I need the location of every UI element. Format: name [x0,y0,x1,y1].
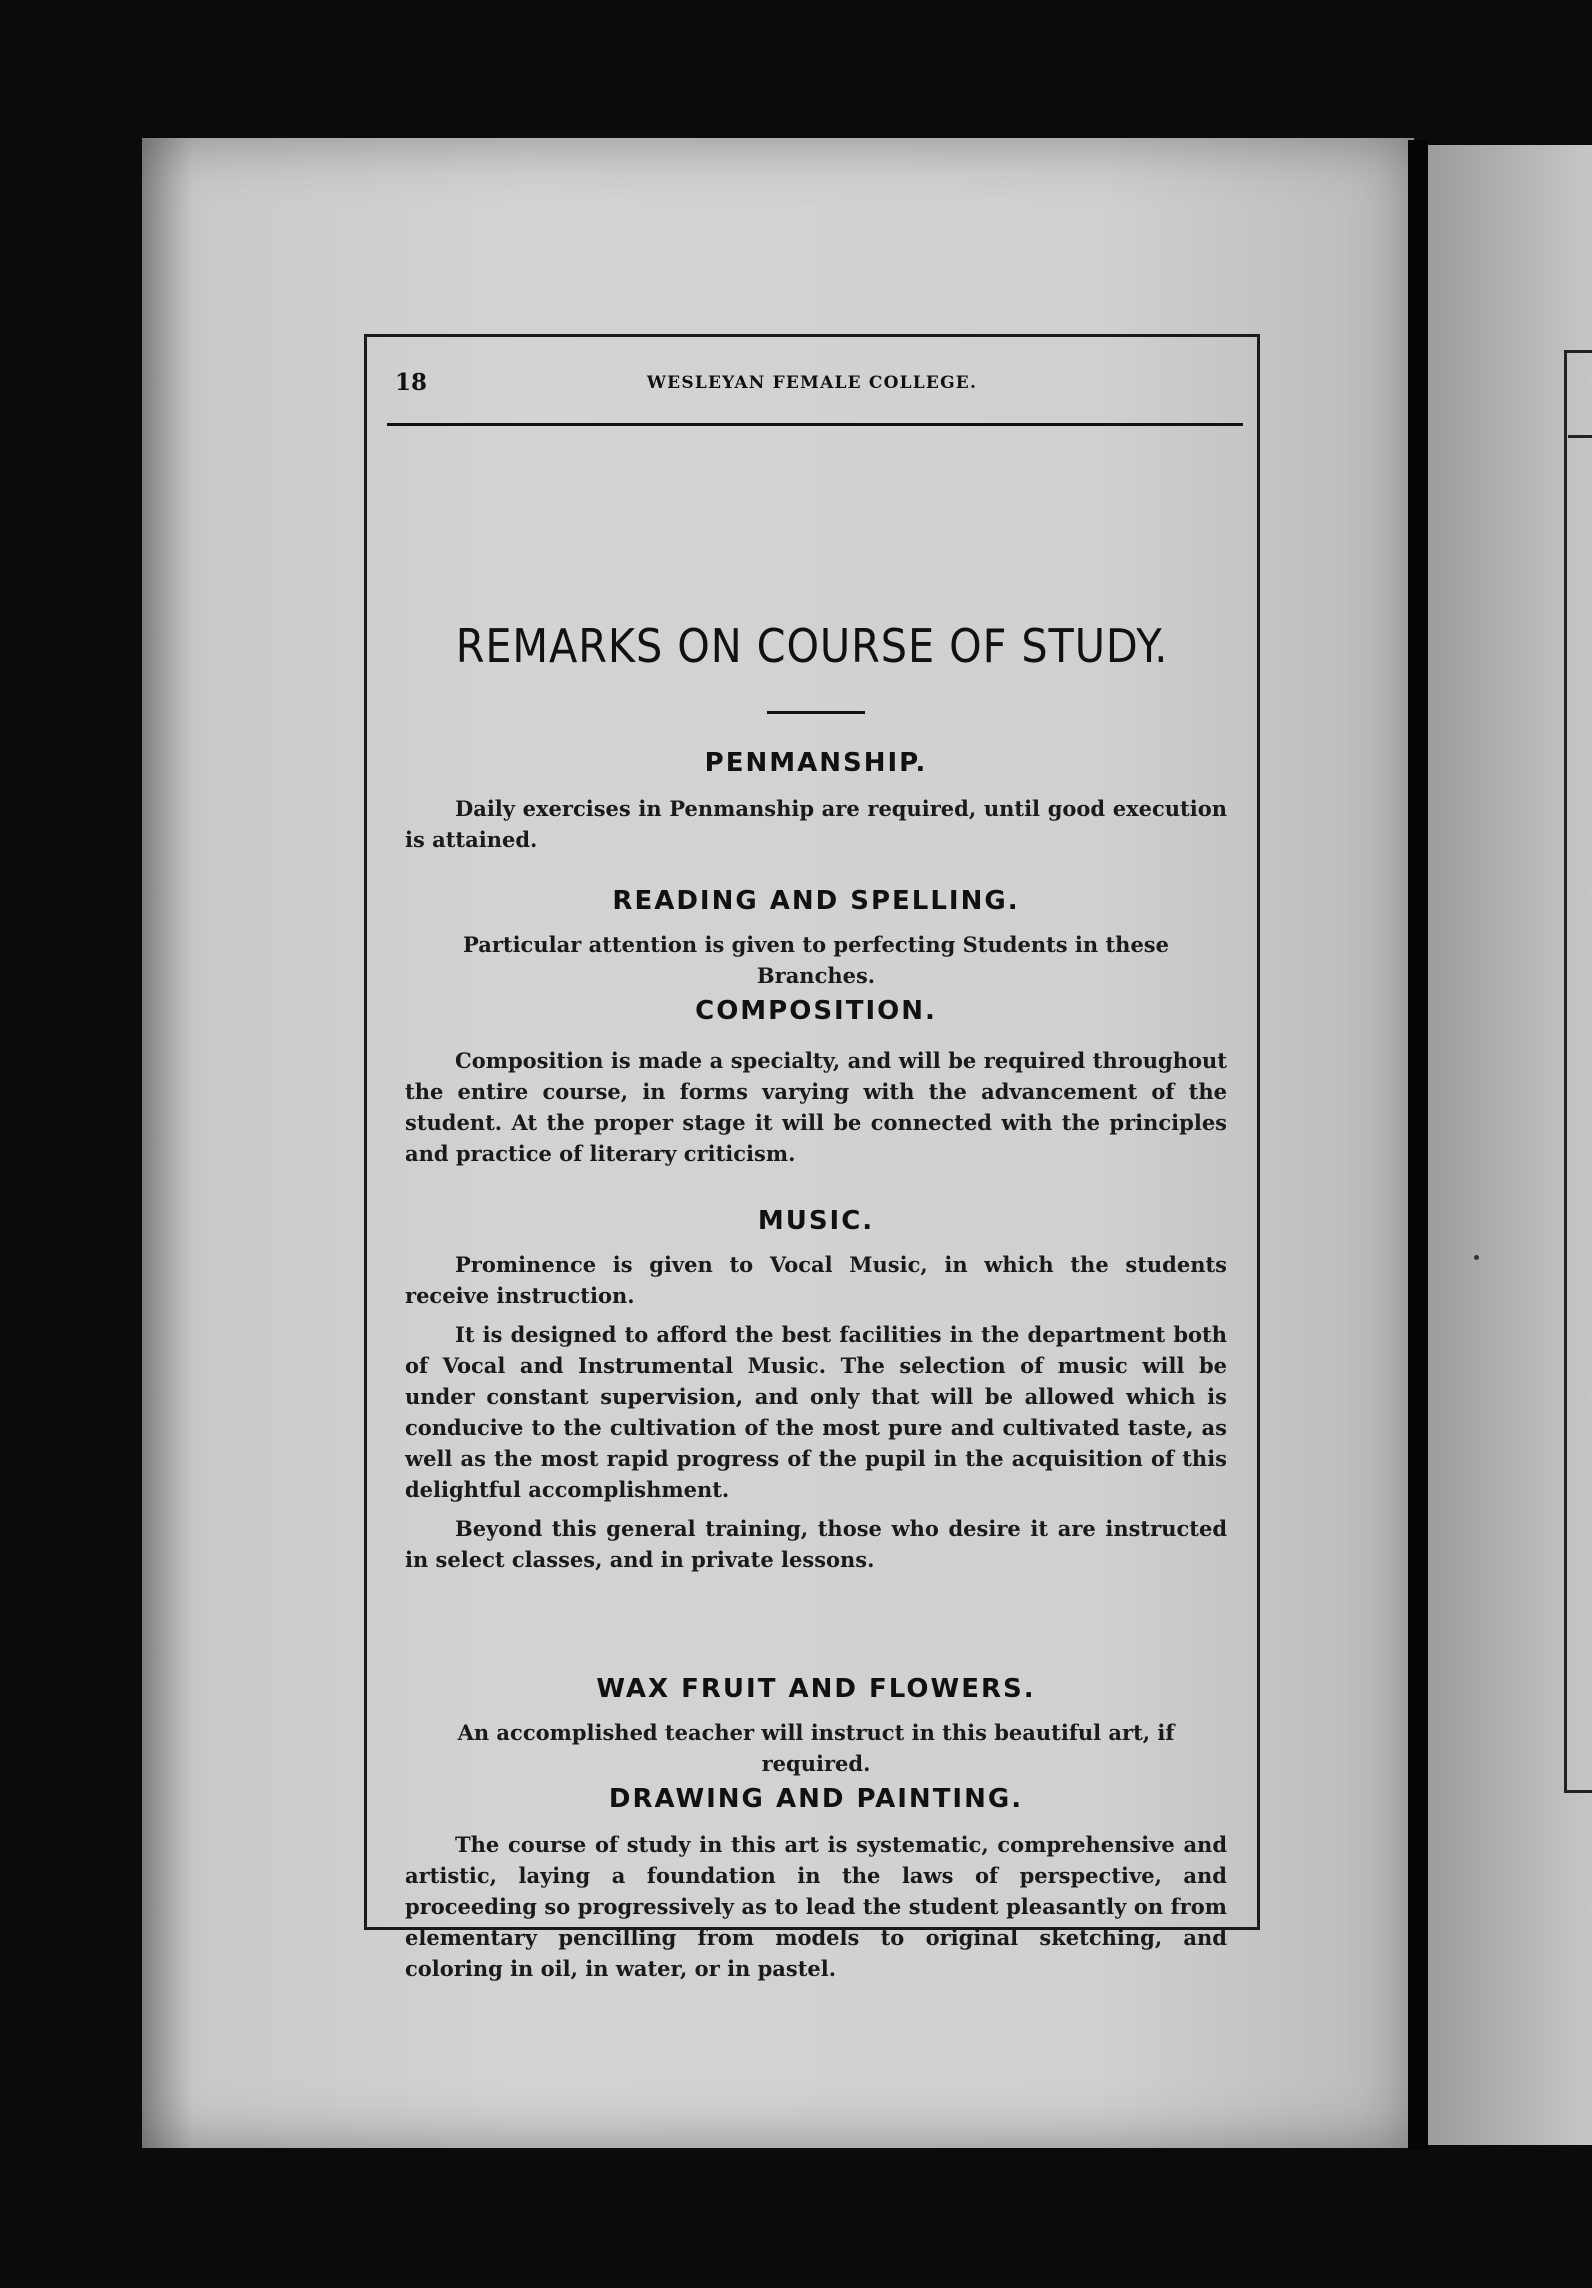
running-head [367,365,1257,405]
page-number: 18 [395,369,428,396]
section-paragraph: Beyond this general training, those who desire it are instructed in select classes, and in private lessons. [405,1516,1227,1572]
section-heading: READING AND SPELLING. [612,886,1020,916]
section-paragraph: It is designed to afford the best facilities in the department both of Vocal and Instrumental Music. The selection of music will be under constant supervision, and only that will be allowed which is conducive to the cultivation of the most pure and cultivated taste, as well as the most rapid progress of the pupil in the acquisition of this delightful accomplishment. [405,1322,1227,1502]
section-paragraph: Prominence is given to Vocal Music, in which the students receive instruction. [405,1252,1227,1308]
section-paragraph: Particular attention is given to perfecting Students in these Branches. [462,932,1169,988]
book-gutter [1408,140,1428,2150]
section-drawing-painting [405,1783,1227,1984]
section-heading: COMPOSITION. [695,996,937,1026]
title-rule [767,711,865,714]
section-reading-spelling [405,885,1227,991]
section-wax-fruit [405,1673,1227,1779]
section-penmanship [405,747,1227,855]
facing-frame-side [1564,350,1567,1790]
header-rule [387,423,1243,426]
facing-frame-top [1566,350,1592,353]
page-title: REMARKS ON COURSE OF STUDY. [455,619,1169,673]
section-heading: WAX FRUIT AND FLOWERS. [596,1674,1036,1704]
section-paragraph: An accomplished teacher will instruct in this beautiful art, if required. [457,1720,1175,1776]
running-title: WESLEYAN FEMALE COLLEGE. [646,373,978,393]
section-paragraph: Daily exercises in Penmanship are required, until good execution is attained. [405,796,1227,852]
text-frame [364,334,1260,1981]
section-paragraph: Composition is made a specialty, and will be required throughout the entire course, in forms varying with the advancement of the student. At the proper stage it will be connected with the principles and practice of literary criticism. [405,1048,1227,1166]
section-composition [405,995,1227,1169]
facing-page-edge [1428,145,1592,2145]
section-heading: PENMANSHIP. [704,748,928,778]
facing-frame-rule [1568,435,1592,438]
facing-frame-bottom [1564,1790,1592,1793]
section-music [405,1205,1227,1575]
section-paragraph: The course of study in this art is systematic, comprehensive and artistic, laying a foundation in the laws of perspective, and proceeding so progressively as to lead the student pleasantly on from elementary pencilling from models to original sketching, and coloring in oil, in water, or in pastel. [405,1832,1227,1981]
ink-speck [1474,1255,1479,1260]
section-heading: DRAWING AND PAINTING. [608,1784,1024,1814]
section-heading: MUSIC. [757,1206,875,1236]
